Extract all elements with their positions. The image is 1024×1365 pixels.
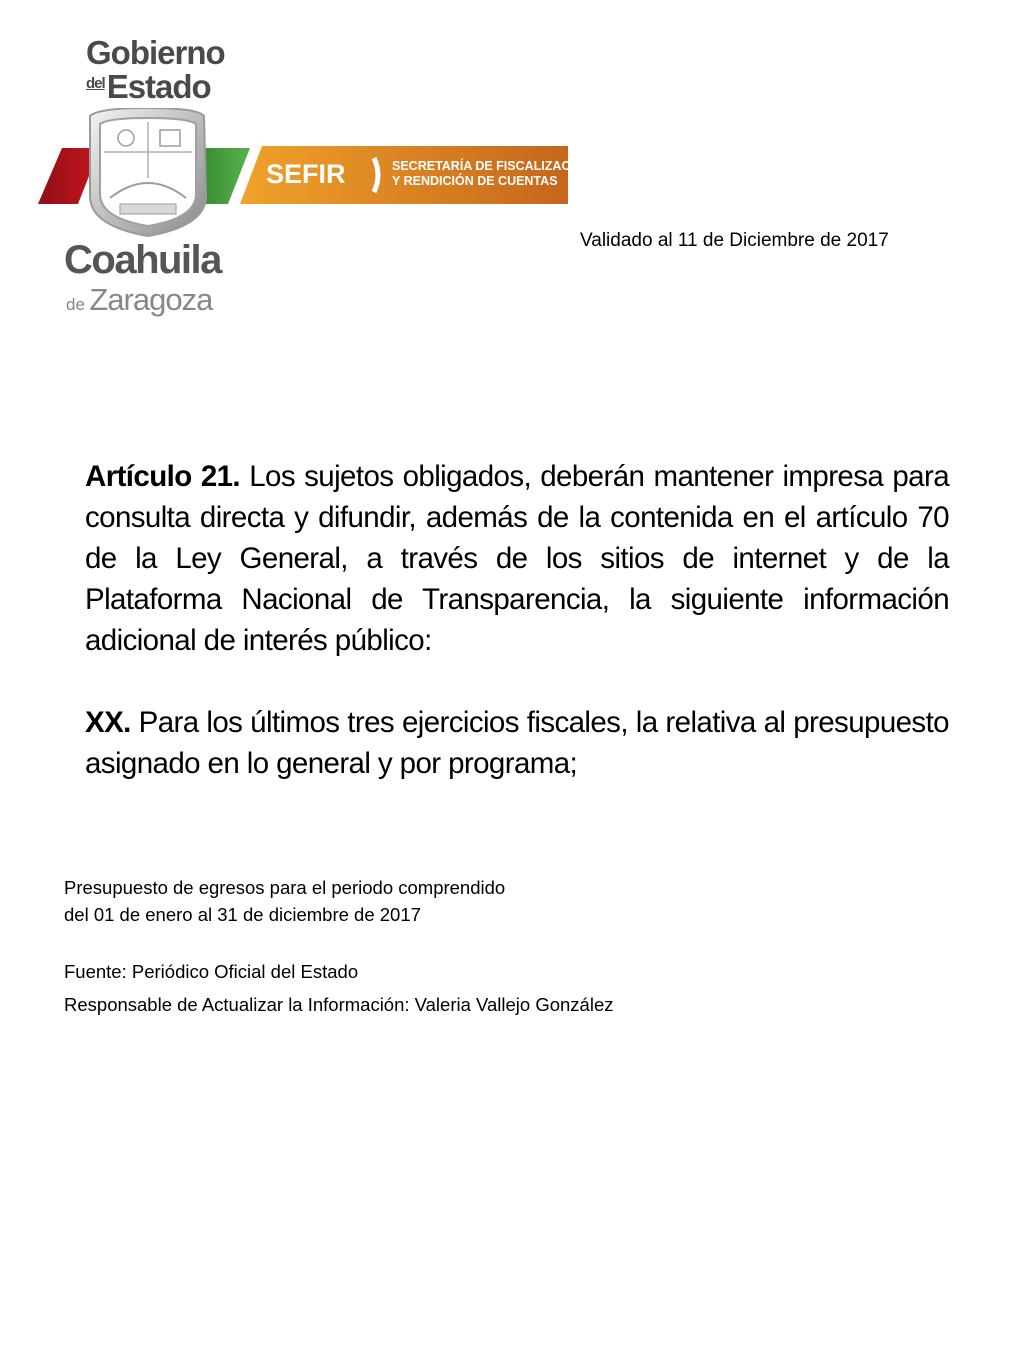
document-notes	[64, 874, 613, 1018]
validation-date: Validado al 11 de Diciembre de 2017	[580, 230, 889, 251]
article-paragraph	[85, 456, 949, 661]
del-estado-line	[86, 70, 225, 103]
presupuesto-line-1: Presupuesto de egresos para el periodo comprendido	[64, 877, 506, 898]
source-note: Fuente: Periódico Oficial del Estado	[64, 961, 359, 982]
article-body: Los sujetos obligados, deberán mantener impresa para consulta directa y difundir, además de la contenida en el artículo 70 de la Ley General, a través de los sitios de internet y de la Plataforma Nacional de Transparencia, la siguiente información adicional de interés público:	[85, 460, 950, 657]
fraction-paragraph	[85, 702, 949, 784]
fraction-label: XX.	[85, 706, 131, 739]
article-heading: Artículo 21.	[85, 460, 241, 493]
de-zaragoza-wordmark	[66, 282, 212, 318]
fraction-text: Para los últimos tres ejercicios fiscales, la relativa al presupuesto asignado en lo general y por programa;	[85, 706, 949, 780]
sefir-line-2: Y RENDICIÓN DE CUENTAS	[392, 174, 558, 188]
gobierno-word: Gobierno	[86, 34, 225, 71]
de-word: de	[66, 295, 85, 314]
gobierno-del-estado-wordmark	[86, 36, 225, 103]
article-21-text	[85, 456, 949, 784]
coahuila-wordmark: Coahuila	[64, 238, 221, 282]
del-word: del	[86, 75, 105, 92]
zaragoza-word: Zaragoza	[89, 282, 213, 317]
presupuesto-line-2: del 01 de enero al 31 de diciembre de 2017	[64, 904, 421, 925]
responsible-note: Responsable de Actualizar la Información: Valeria Vallejo González	[64, 994, 614, 1015]
sefir-acronym: SEFIR	[266, 159, 346, 189]
estado-word: Estado	[106, 68, 211, 105]
sefir-line-1: SECRETARÍA DE FISCALIZACIÓN	[392, 159, 593, 173]
sefir-full-name	[392, 159, 593, 189]
